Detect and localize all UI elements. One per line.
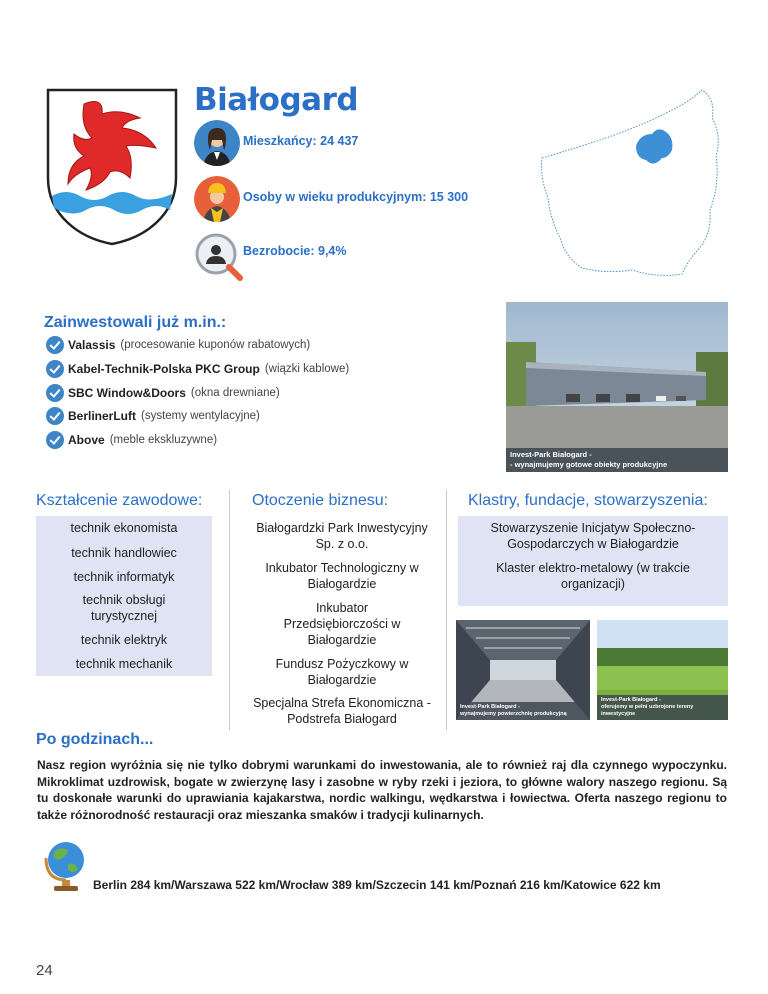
vocational-item: technik handlowiec <box>71 546 177 560</box>
hall-caption-line2: wynajmujemy powierzchnię produkcyjną <box>460 711 567 717</box>
invested-item <box>46 407 260 425</box>
factory-caption-line1: Invest-Park Białogard - <box>510 450 592 459</box>
coat-of-arms <box>44 86 180 246</box>
vocational-item: technik mechanik <box>75 657 173 671</box>
vocational-title: Kształcenie zawodowe: <box>36 492 203 509</box>
business-item: Inkubator Technologiczny w Białogardzie <box>265 561 419 591</box>
company-desc: (okna drewniane) <box>190 387 280 399</box>
vocational-item: technik obsługi turystycznej <box>82 593 166 623</box>
invested-item <box>46 384 280 402</box>
after-hours-title: Po godzinach... <box>36 731 154 748</box>
clusters-item: Klaster elektro-metalowy (w trakcie organizacji) <box>496 561 690 591</box>
invested-title: Zainwestowali już m.in.: <box>44 314 227 331</box>
invested-item <box>46 336 310 354</box>
vocational-item: technik ekonomista <box>70 521 178 535</box>
stat-working-age: Osoby w wieku produkcyjnym: 15 300 <box>243 190 469 204</box>
business-item: Specjalna Strefa Ekonomiczna - Podstrefa Białogard <box>253 696 431 726</box>
city-title: Białogard <box>194 82 359 118</box>
company-name: Kabel-Technik-Polska PKC Group <box>68 362 260 376</box>
region-map <box>536 88 726 280</box>
page-number: 24 <box>36 962 53 979</box>
factory-photo <box>506 302 728 472</box>
check-icon <box>46 431 64 449</box>
clusters-item: Stowarzyszenie Inicjatyw Społeczno-Gospodarczych w Białogardzie <box>490 521 696 551</box>
hall-caption-line1: Invest-Park Białogard - <box>460 704 520 710</box>
business-title: Otoczenie biznesu: <box>252 492 389 509</box>
check-icon <box>46 384 64 402</box>
invested-item <box>46 360 349 378</box>
check-icon <box>46 360 64 378</box>
worker-avatar-icon <box>194 176 240 222</box>
hall-photo <box>456 620 590 720</box>
check-icon <box>46 336 64 354</box>
company-name: SBC Window&Doors <box>68 386 186 400</box>
company-desc: (wiązki kablowe) <box>264 363 350 375</box>
company-name: Above <box>68 433 105 447</box>
magnifier-person-icon <box>194 232 246 284</box>
business-item: Białogardzki Park Inwestycyjny Sp. z o.o. <box>256 521 428 551</box>
column-divider <box>446 490 447 730</box>
vocational-item: technik elektryk <box>80 633 168 647</box>
vocational-item: technik informatyk <box>73 570 175 584</box>
company-desc: (meble ekskluzywne) <box>109 434 218 446</box>
field-photo <box>597 620 728 720</box>
stat-unemployment: Bezrobocie: 9,4% <box>243 244 347 258</box>
business-item: Inkubator Przedsiębiorczości w Białogardzie <box>283 601 401 647</box>
company-desc: (procesowanie kuponów rabatowych) <box>120 339 311 351</box>
stat-residents: Mieszkańcy: 24 437 <box>243 134 359 148</box>
check-icon <box>46 407 64 425</box>
field-caption-line1: Invest-Park Białogard - <box>601 697 661 703</box>
company-name: Valassis <box>68 338 116 352</box>
field-caption-line2: oferujemy w pełni uzbrojone tereny inwestycyjne <box>601 704 694 717</box>
company-name: BerlinerLuft <box>68 409 137 423</box>
column-divider <box>229 490 230 730</box>
woman-avatar-icon <box>194 120 240 166</box>
business-item: Fundusz Pożyczkowy w Białogardzie <box>275 657 409 687</box>
distances-text: Berlin 284 km/Warszawa 522 km/Wrocław 389 km/Szczecin 141 km/Poznań 216 km/Katowice 622 km <box>93 878 661 892</box>
after-hours-text: Nasz region wyróżnia się nie tylko dobrymi warunkami do inwestowania, ale to również raj dla czynnego wypoczynku. Mikroklimat uzdrowisk, bogate w zwierzynę lasy i zasobne w ryby rzeki i jeziora, to główne walory naszego regionu. Są tu doskonałe warunki do uprawiania kajakarstwa, nordic walkingu, wędkarstwa i łowiectwa. Oferta naszego regionu to także różnorodność restauracji oraz mieszanka smaków i tradycji kulinarnych. <box>37 758 727 822</box>
globe-icon <box>40 838 90 894</box>
company-desc: (systemy wentylacyjne) <box>141 410 260 422</box>
invested-item <box>46 431 217 449</box>
clusters-title: Klastry, fundacje, stowarzyszenia: <box>468 492 708 509</box>
factory-caption-line2: - wynajmujemy gotowe obiekty produkcyjne <box>510 460 668 469</box>
